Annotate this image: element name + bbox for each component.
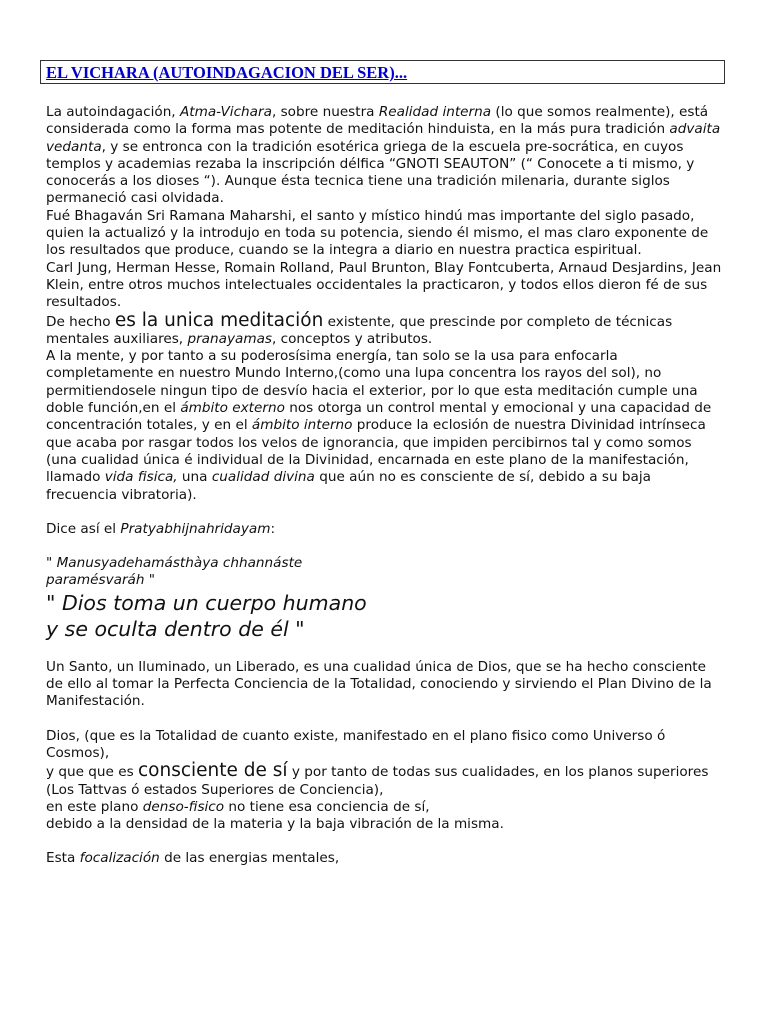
title-box	[40, 60, 725, 84]
paragraph-focalizacion	[46, 850, 726, 867]
paragraph-unique-meditation	[46, 309, 726, 349]
italic-term: ámbito externo	[180, 400, 285, 417]
italic-term: advaita vedanta	[46, 121, 721, 155]
text: , sobre nuestra	[271, 104, 379, 120]
sanskrit-line: paramésvaráh "	[46, 572, 156, 589]
text: que aún no es consciente de sí, debido a su baja frecuencia vibratoria).	[46, 469, 651, 503]
paragraph-densidad: debido a la densidad de la materia y la baja vibración de la misma.	[46, 816, 504, 833]
text: una	[177, 469, 212, 486]
spacer	[46, 504, 726, 521]
spacer	[46, 833, 726, 850]
text: nos otorga un control mental y emocional y una capacidad de concentración totales, y en el	[46, 400, 712, 434]
paragraph-consciente	[46, 762, 726, 799]
emphasis-text: es la unica meditación	[114, 309, 324, 331]
text: De hecho	[46, 313, 115, 330]
text: A la mente, y por tanto a su poderosísima energía, tan solo se la usa para enfocarla completamente en nuestro Mundo Interno,(como una lupa concentra los rayos del sol), no permitiendosele ningun tipo de desvío hacia el exterior, por lo que esta meditación cumple una doble función,en el	[46, 348, 698, 417]
sanskrit-verse	[46, 555, 726, 590]
text: La autoindagación,	[46, 104, 180, 120]
quote-block	[46, 590, 726, 642]
text: en este plano	[46, 798, 143, 815]
italic-term: Atma-Vichara	[179, 104, 272, 120]
text: , y se entronca con la tradición esotérica griega de la escuela pre-socrática, en cuyos templos y academias rezaba la inscripción délfica “GNOTI SEAUTON” (“ Conocete a ti mismo, y conocerás a los dioses “). Aunque ésta tecnica tiene una tradición milenaria, durante siglos permaneció casi olvidada.	[46, 138, 695, 207]
text: existente, que prescinde por completo de técnicas mentales auxiliares,	[46, 313, 673, 347]
paragraph-intro	[46, 104, 726, 208]
text: de las energias mentales,	[159, 850, 340, 867]
spacer	[46, 538, 726, 555]
text: no tiene esa conciencia de sí,	[224, 798, 430, 815]
italic-term: Pratyabhijnahridayam	[120, 520, 271, 537]
paragraph-dios: Dios, (que es la Totalidad de cuanto existe, manifestado en el plano fisico como Universo ó Cosmos),	[46, 727, 666, 761]
sanskrit-line: " Manusyadehamásthàya chhannáste	[46, 555, 303, 572]
spacer	[46, 642, 726, 659]
paragraph-mind	[46, 348, 726, 504]
italic-term: focalización	[79, 850, 160, 867]
italic-term: vida fisica,	[104, 469, 178, 486]
italic-term: pranayamas	[187, 330, 272, 347]
document-title[interactable]: EL VICHARA (AUTOINDAGACION DEL SER)...	[46, 63, 408, 82]
italic-term: ámbito interno	[251, 417, 353, 434]
text: , conceptos y atributos.	[272, 330, 433, 347]
text: :	[270, 520, 276, 537]
text: Esta	[46, 850, 80, 867]
paragraph-dice	[46, 521, 726, 538]
text: y por tanto de todas sus cualidades, en los planos superiores (Los Tattvas ó estados Superiores de Conciencia),	[46, 764, 709, 798]
document-body	[46, 104, 726, 868]
emphasis-text: consciente de sí	[138, 760, 288, 782]
italic-term: cualidad divina	[211, 469, 315, 486]
quote-line: y se oculta dentro de él "	[46, 616, 305, 641]
text: (lo que somos realmente), está considerada como la forma mas potente de meditación hinduista, en la más pura tradición	[46, 104, 709, 138]
spacer	[46, 711, 726, 728]
text: produce la eclosión de nuestra Divinidad intrínseca que acaba por rasgar todos los velos de ignorancia, que impiden percibirnos tal y como somos (una cualidad única é individual de la Divinidad, encarnada en este plano de la manifestación, llamado	[46, 417, 706, 486]
quote-line: " Dios toma un cuerpo humano	[46, 590, 367, 615]
paragraph-denso	[46, 799, 726, 816]
italic-term: denso-fisico	[142, 798, 225, 815]
paragraph-practitioners: Carl Jung, Herman Hesse, Romain Rolland, Paul Brunton, Blay Fontcuberta, Arnaud Desjardins, Jean Klein, entre otros muchos intelectuales occidentales la practicaron, y todos ellos dieron fé de sus resultados.	[46, 259, 722, 311]
text: Dice así el	[46, 520, 121, 537]
italic-term: Realidad interna	[378, 104, 492, 120]
text: y que que es	[46, 764, 138, 781]
paragraph-ramana: Fué Bhagaván Sri Ramana Maharshi, el santo y místico hindú mas importante del siglo pasado, quien la actualizó y la introdujo en toda su potencia, siendo él mismo, el mas claro exponente de los resultados que produce, cuando se la integra a diario en nuestra practica espiritual.	[46, 207, 709, 259]
paragraph-saint: Un Santo, un Iluminado, un Liberado, es una cualidad única de Dios, que se ha hecho consciente de ello al tomar la Perfecta Conciencia de la Totalidad, conociendo y sirviendo el Plan Divino de la Manifestación.	[46, 658, 712, 710]
